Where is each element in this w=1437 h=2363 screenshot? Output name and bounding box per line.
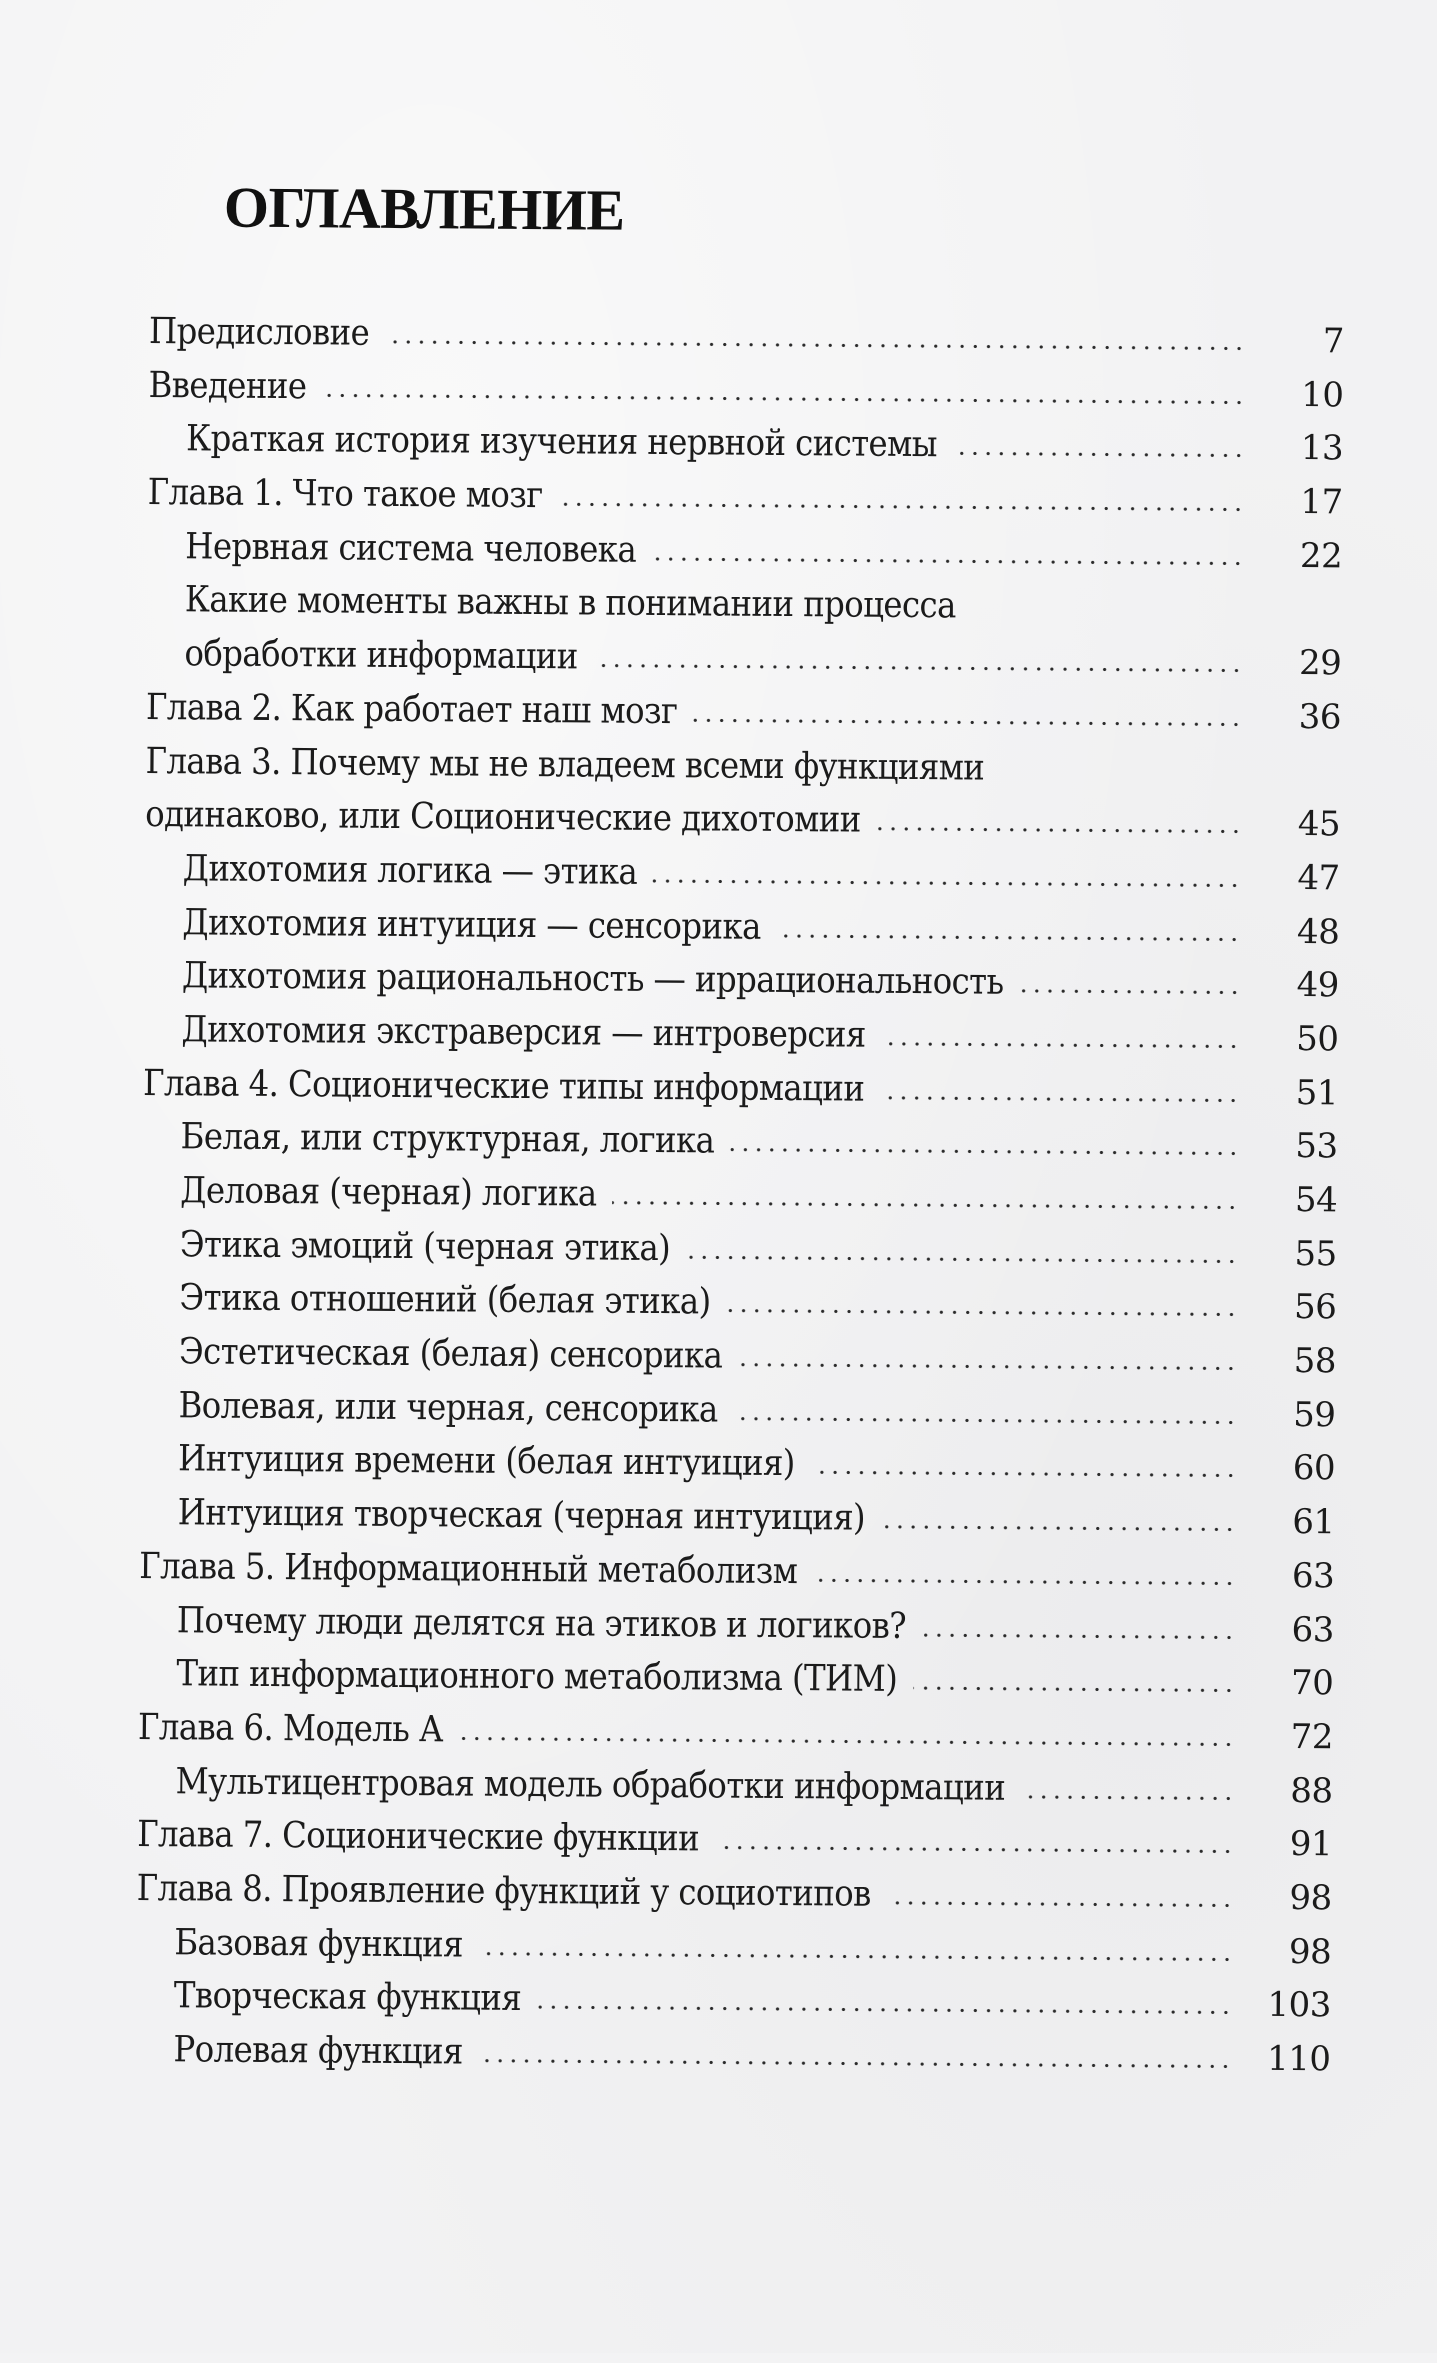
dot-leader <box>882 1042 1241 1049</box>
toc-entry-page: 88 <box>1290 1770 1333 1811</box>
dot-leader <box>479 1951 1233 1961</box>
toc-entry-page: 29 <box>1298 643 1342 684</box>
dot-leader <box>559 502 1245 511</box>
toc-entry-page: 98 <box>1288 1931 1332 1972</box>
toc-subentry[interactable] <box>139 1593 1334 1656</box>
toc-subentry[interactable] <box>138 1647 1333 1710</box>
toc-entry[interactable] <box>146 681 1341 744</box>
toc-entry-label: Глава 2. Как работает наш мозг <box>145 686 678 732</box>
toc-entry-label: Этика отношений (белая этика) <box>179 1277 711 1323</box>
toc-entry-page: 47 <box>1297 857 1340 899</box>
dot-leader <box>730 1148 1239 1156</box>
toc-entry-page: 45 <box>1297 804 1341 845</box>
toc-subentry[interactable] <box>140 1432 1335 1495</box>
toc-entry-page: 54 <box>1294 1180 1338 1221</box>
toc-entry-label: Деловая (черная) логика <box>180 1170 597 1215</box>
toc-entry-page: 110 <box>1266 2038 1331 2080</box>
toc-entry-page: 7 <box>1322 321 1345 362</box>
toc-subentry[interactable] <box>139 1486 1334 1549</box>
toc-subentry[interactable] <box>144 896 1339 959</box>
toc-subentry[interactable] <box>146 627 1341 690</box>
toc-entry-page: 70 <box>1290 1663 1334 1704</box>
toc-entry-label: Дихотомия рациональность — иррациональность <box>181 955 1004 1003</box>
dot-leader <box>1019 989 1240 995</box>
toc-entry-page: 13 <box>1300 428 1344 469</box>
dot-leader <box>686 1255 1239 1263</box>
toc-entry-page: 51 <box>1295 1072 1339 1113</box>
dot-leader <box>653 879 1242 888</box>
dot-leader <box>880 1095 1240 1102</box>
toc-entry-page: 48 <box>1296 911 1340 952</box>
toc-subentry[interactable] <box>144 949 1339 1012</box>
toc-entry-first-line[interactable] <box>145 734 1340 797</box>
toc-entry-page: 58 <box>1293 1341 1337 1382</box>
toc-entry[interactable] <box>139 1540 1334 1603</box>
dot-leader <box>877 827 1242 834</box>
toc-entry-label: Дихотомия логика — этика <box>182 848 638 893</box>
toc-entry-label: Дихотомия интуиция — сенсорика <box>182 901 761 948</box>
dot-leader <box>811 1471 1237 1478</box>
dot-leader <box>322 393 1245 404</box>
toc-entry[interactable] <box>143 1057 1338 1120</box>
dot-leader <box>922 1633 1236 1639</box>
toc-subentry[interactable] <box>136 1969 1331 2032</box>
toc-entry-page: 91 <box>1289 1824 1333 1865</box>
dot-leader <box>777 934 1242 942</box>
toc-entry-page: 55 <box>1294 1233 1337 1275</box>
toc-entry-page: 56 <box>1293 1287 1337 1328</box>
toc-entry[interactable] <box>137 1808 1332 1871</box>
dot-leader <box>459 1736 1235 1746</box>
dot-leader <box>726 1309 1238 1317</box>
toc-entry-page: 98 <box>1289 1877 1332 1919</box>
dot-leader <box>881 1525 1237 1532</box>
dot-leader <box>693 718 1243 726</box>
toc-entry-label: Тип информационного метаболизма (ТИМ) <box>176 1653 898 1701</box>
toc-entry-page: 103 <box>1267 1985 1332 2026</box>
toc-entry-page: 36 <box>1298 696 1342 738</box>
toc-entry-label: Волевая, или черная, сенсорика <box>178 1385 718 1431</box>
toc-entry[interactable] <box>145 788 1340 851</box>
toc-subentry[interactable] <box>143 1003 1338 1066</box>
toc-subentry[interactable] <box>141 1271 1336 1334</box>
toc-subentry[interactable] <box>142 1110 1337 1173</box>
toc-entry-label: Глава 4. Соционические типы информации <box>142 1062 865 1110</box>
toc-entry[interactable] <box>149 305 1344 368</box>
toc-entry-label: Глава 8. Проявление функций у социотипов <box>136 1867 871 1915</box>
page-title: ОГЛАВЛЕНИЕ <box>223 174 625 243</box>
toc-entry-label: Почему люди делятся на этиков и логиков? <box>176 1599 907 1647</box>
dot-leader <box>652 557 1244 566</box>
toc-subentry[interactable] <box>145 842 1340 905</box>
dot-leader <box>612 1201 1239 1210</box>
toc-entry-label: Мультицентровая модель обработки информации <box>175 1760 1006 1809</box>
toc-subentry[interactable] <box>137 1755 1332 1818</box>
dot-leader <box>479 2059 1233 2069</box>
toc-entry-page: 50 <box>1296 1018 1339 1060</box>
toc-entry-label: Дихотомия экстраверсия — интроверсия <box>181 1009 866 1056</box>
toc-entry-page: 49 <box>1296 965 1340 1006</box>
toc-entry-label: Эстетическая (белая) сенсорика <box>178 1331 723 1377</box>
toc-subentry[interactable] <box>135 2023 1330 2086</box>
dot-leader <box>1021 1794 1234 1800</box>
toc-entry-label: Предисловие <box>148 310 370 354</box>
toc-subentry[interactable] <box>141 1325 1336 1388</box>
toc-subentry[interactable] <box>140 1379 1335 1442</box>
toc-entry[interactable] <box>137 1862 1332 1925</box>
toc-entry-label: Глава 6. Модель А <box>137 1706 444 1751</box>
toc-entry-page: 72 <box>1290 1716 1334 1758</box>
toc-entry[interactable] <box>138 1701 1333 1764</box>
toc-entry-label: Нервная система человека <box>185 526 637 571</box>
toc-entry-label: Глава 7. Соционические функции <box>136 1814 700 1860</box>
toc-entry-label: Краткая история изучения нервной системы <box>185 418 938 466</box>
toc-entry-page: 63 <box>1291 1555 1335 1597</box>
dot-leader <box>887 1901 1234 1908</box>
toc-entry-page: 61 <box>1292 1502 1335 1543</box>
dot-leader <box>813 1578 1236 1585</box>
toc-subentry[interactable] <box>147 520 1342 583</box>
toc-entry-label: Базовая функция <box>174 1921 464 1966</box>
dot-leader <box>385 340 1246 351</box>
toc-entry-label: Глава 5. Информационный метаболизм <box>139 1545 798 1592</box>
toc-subentry[interactable] <box>136 1916 1331 1979</box>
toc-entry[interactable] <box>148 359 1343 422</box>
toc-entry-page: 22 <box>1299 535 1343 577</box>
toc-subentry-first-line[interactable] <box>147 573 1342 636</box>
toc-entry-page: 63 <box>1291 1609 1334 1650</box>
toc-entry-label: Глава 1. Что такое мозг <box>147 472 543 517</box>
toc-entry-page: 53 <box>1295 1126 1338 1167</box>
dot-leader <box>734 1416 1238 1424</box>
dot-leader <box>953 452 1245 458</box>
dot-leader <box>715 1846 1234 1854</box>
toc-entry-page: 17 <box>1300 482 1343 523</box>
toc-subentry[interactable] <box>148 412 1343 475</box>
toc-entry-label: обработки информации <box>184 633 578 678</box>
toc-entry-label: Ролевая функция <box>173 2029 463 2073</box>
toc-entry-label: Белая, или структурная, логика <box>180 1116 715 1162</box>
toc-entry-page: 59 <box>1293 1394 1336 1436</box>
toc-entry[interactable] <box>147 466 1342 529</box>
toc-subentry[interactable] <box>142 1218 1337 1281</box>
toc-entry-label: Интуиция творческая (черная интуиция) <box>177 1492 866 1539</box>
toc-entry-page: 60 <box>1292 1448 1336 1489</box>
toc-entry-label: Творческая функция <box>173 1975 522 2020</box>
dot-leader <box>738 1363 1238 1371</box>
toc-subentry[interactable] <box>142 1164 1337 1227</box>
toc-entry-label: Какие моменты важны в понимании процесса <box>184 579 956 627</box>
toc-entry-label: одинаково, или Соционические дихотомии <box>145 794 861 841</box>
toc-entry-label: Глава 3. Почему мы не владеем всеми функциями <box>145 740 985 789</box>
toc-entry-label: Интуиция времени (белая интуиция) <box>177 1438 795 1485</box>
dot-leader <box>594 664 1244 673</box>
toc-entry-label: Этика эмоций (черная этика) <box>179 1223 671 1269</box>
toc-entry-label: Введение <box>148 364 307 407</box>
dot-leader <box>913 1686 1235 1693</box>
toc-entry-page: 10 <box>1301 374 1344 416</box>
dot-leader <box>537 2005 1233 2014</box>
table-of-contents <box>135 305 1344 2086</box>
